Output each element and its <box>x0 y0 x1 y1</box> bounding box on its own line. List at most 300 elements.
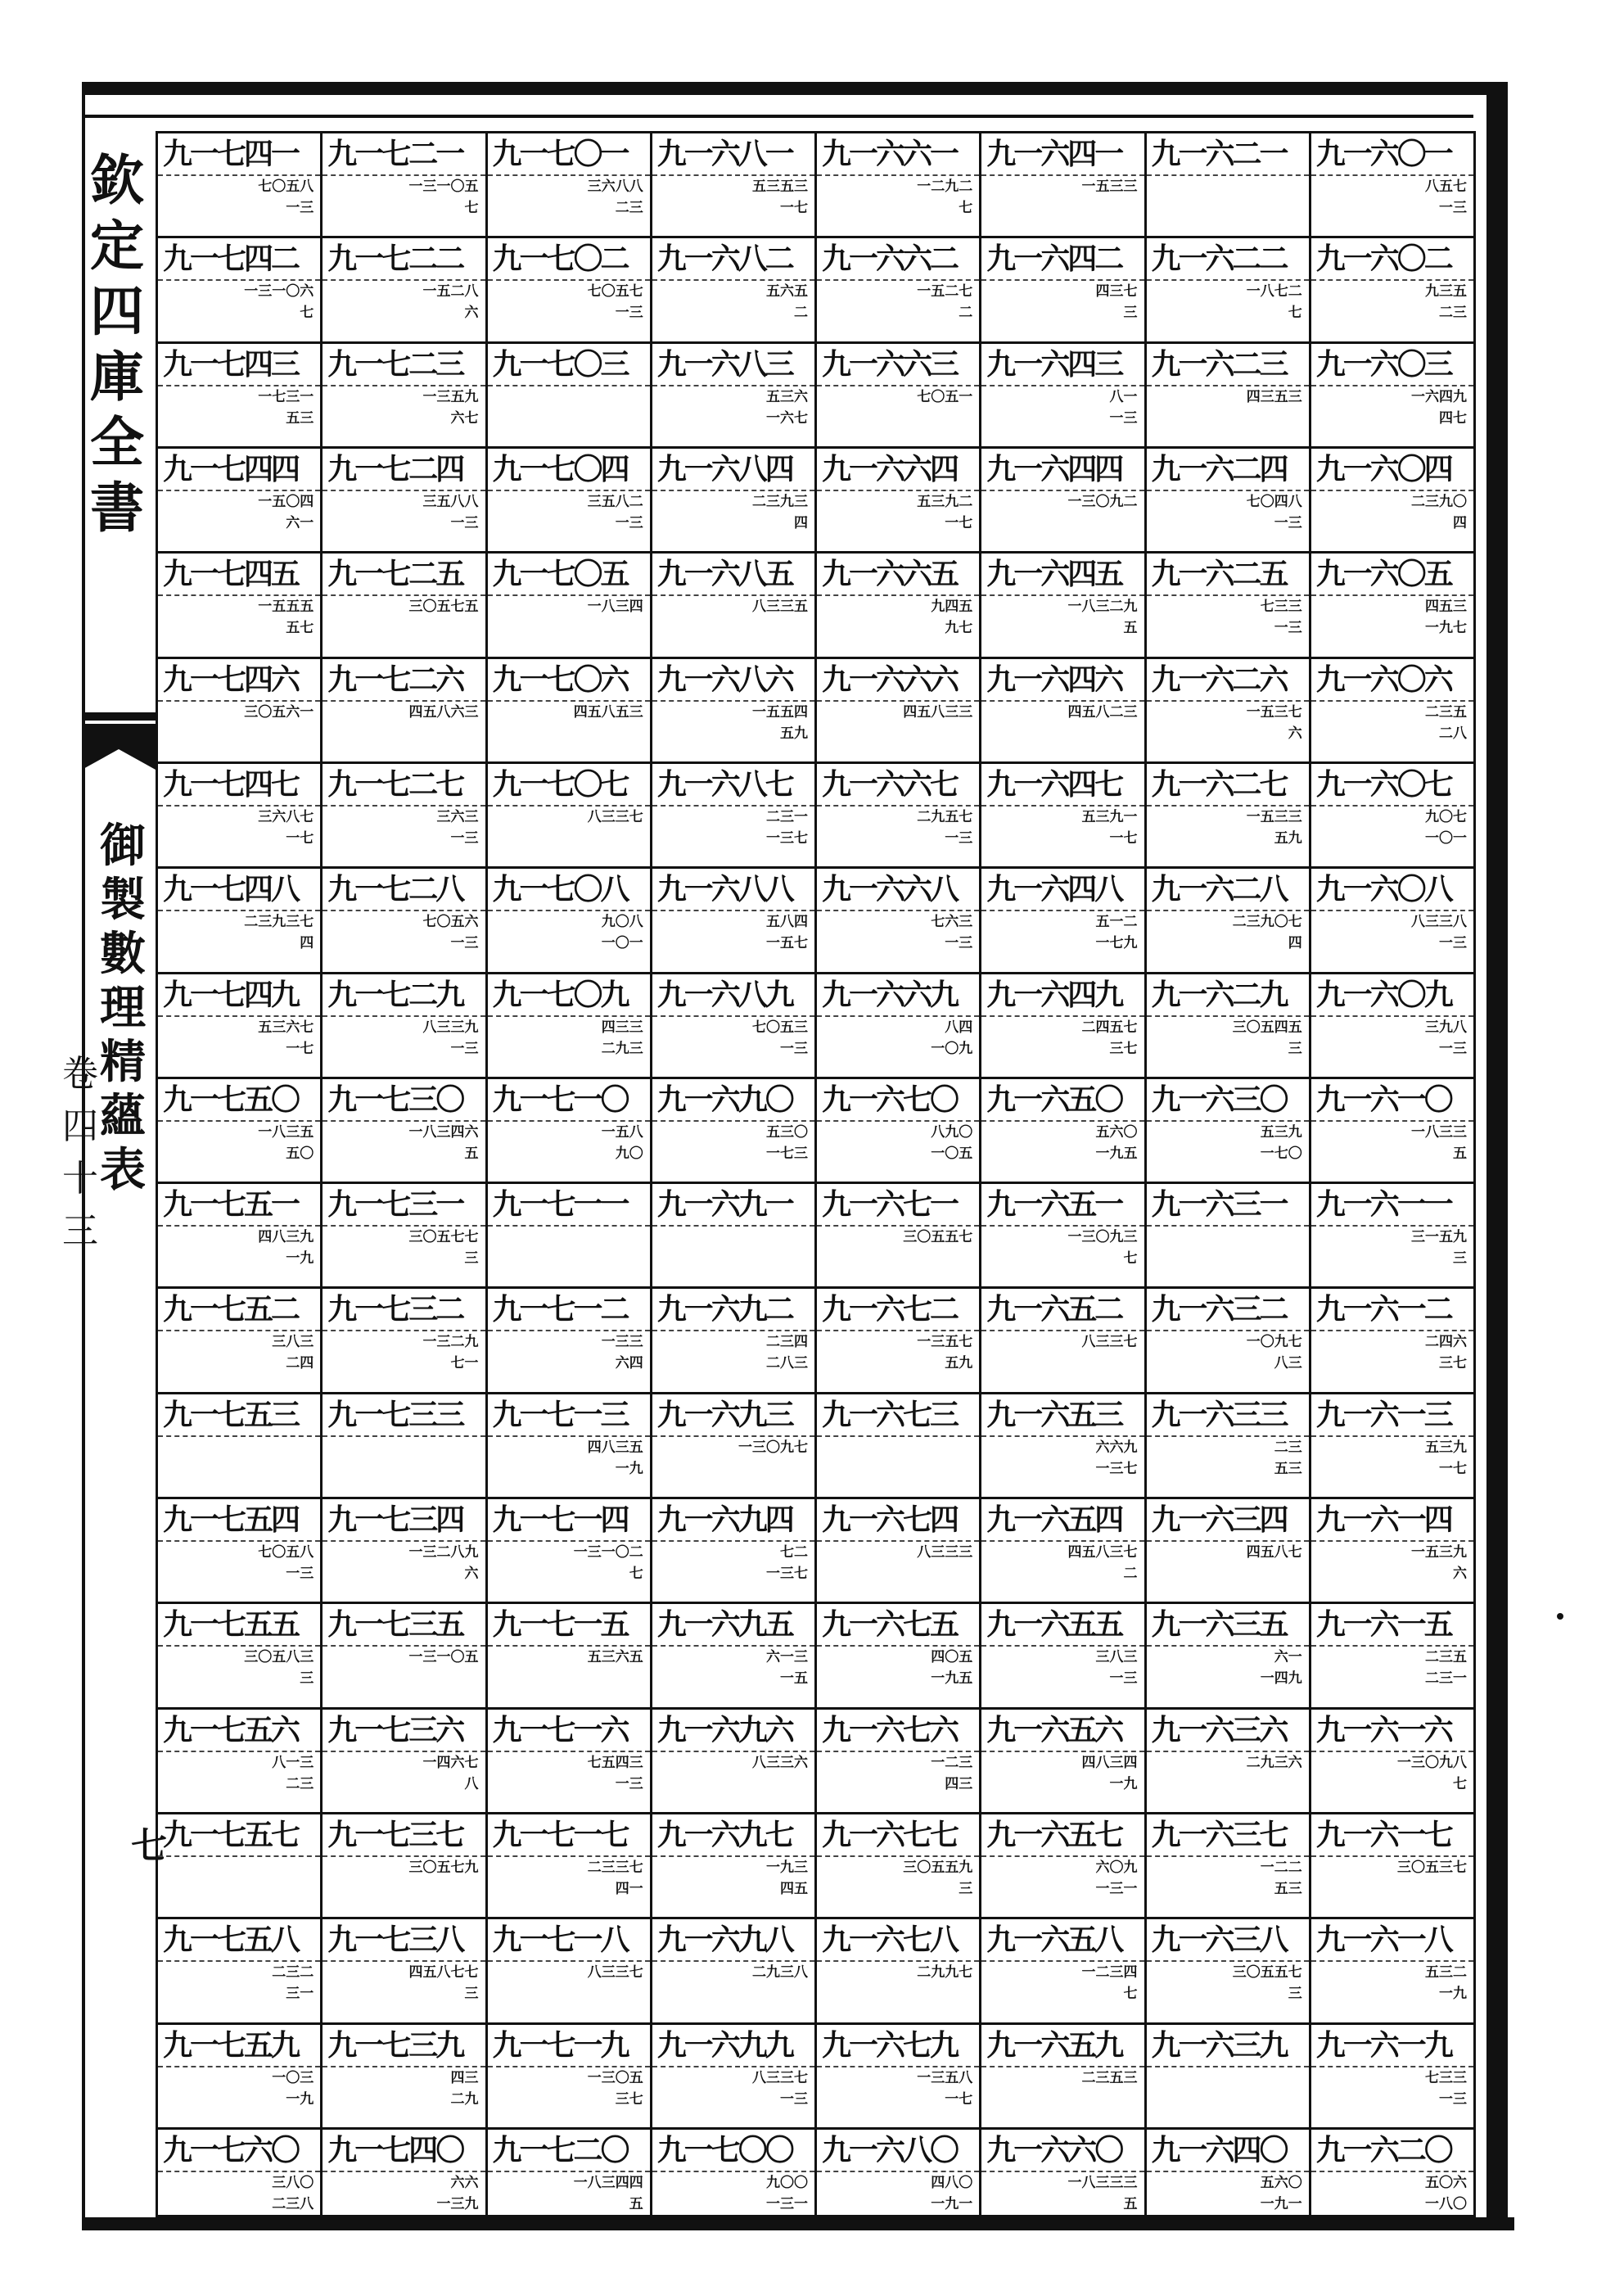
cell-number: 九一七一五 <box>488 1604 650 1647</box>
cell-factor: 四八三四 <box>1081 1754 1138 1771</box>
cell-factor: 一九七 <box>1425 620 1467 637</box>
cell-factor: 四 <box>1453 514 1467 531</box>
cell-factor: 七 <box>300 305 314 322</box>
cell-factor: 五三 <box>1274 1881 1302 1898</box>
cell-number: 九一七二六 <box>323 659 485 702</box>
cell-factor: 一二二 <box>1260 1859 1302 1877</box>
table-cell <box>981 2130 1146 2217</box>
cell-factor: 六六 <box>450 2175 479 2191</box>
cell-number: 九一七六〇 <box>158 2130 320 2172</box>
cell-factor: 七〇四八 <box>1246 493 1302 510</box>
table-cell <box>817 869 981 974</box>
table-cell <box>981 1499 1146 1604</box>
logarithm-table <box>156 131 1476 2217</box>
cell-number: 九一七〇四 <box>488 449 650 491</box>
cell-number: 九一六〇四 <box>1311 449 1473 491</box>
cell-number: 九一六五二 <box>981 1289 1144 1331</box>
table-cell <box>158 133 323 238</box>
cell-number: 九一六六六 <box>817 659 979 702</box>
cell-number: 九一六九六 <box>652 1710 814 1752</box>
cell-number: 九一七五〇 <box>158 1079 320 1122</box>
cell-factor: 三 <box>1288 1040 1302 1057</box>
table-cell <box>652 764 817 869</box>
table-cell <box>488 2130 652 2217</box>
cell-factor: 四三 <box>450 2069 479 2086</box>
cell-number: 九一七三二 <box>323 1289 485 1331</box>
cell-number: 九一六六五 <box>817 554 979 596</box>
table-cell <box>652 659 817 764</box>
cell-factor: 七 <box>959 200 973 216</box>
cell-factor: 一三 <box>1109 1670 1138 1688</box>
cell-factor: 一〇三 <box>272 2069 314 2086</box>
cell-factor: 一五三九 <box>1411 1544 1467 1561</box>
table-cell <box>981 869 1146 974</box>
table-cell <box>323 1499 487 1604</box>
cell-factor: 一三 <box>780 1040 808 1057</box>
cell-number: 九一六九四 <box>652 1499 814 1542</box>
cell-number: 九一七二〇 <box>488 2130 650 2172</box>
cell-number: 九一六九九 <box>652 2025 814 2067</box>
cell-factor: 八三三七 <box>752 2069 808 2086</box>
cell-factor: 一七 <box>286 829 314 847</box>
cell-factor: 八三三八 <box>1411 914 1467 931</box>
cell-factor: 五 <box>1453 1145 1467 1162</box>
cell-factor: 四五 <box>780 1881 808 1898</box>
cell-number: 九一六三六 <box>1147 1710 1309 1752</box>
cell-factor: 一〇一 <box>601 935 643 952</box>
cell-factor: 六 <box>1288 725 1302 742</box>
cell-factor: 五一二 <box>1095 914 1138 931</box>
cell-factor: 一八三三三 <box>1067 2175 1138 2191</box>
frame-bottom-rule <box>82 2217 1514 2230</box>
table-cell <box>1311 238 1476 343</box>
cell-factor: 一七 <box>286 1040 314 1057</box>
table-cell <box>488 869 652 974</box>
cell-factor: 五三九二 <box>917 493 973 510</box>
cell-number: 九一七二八 <box>323 869 485 911</box>
cell-number: 九一七三七 <box>323 1814 485 1857</box>
table-cell <box>1147 554 1311 658</box>
cell-factor: 三七 <box>1109 1040 1138 1057</box>
cell-number: 九一七五五 <box>158 1604 320 1647</box>
table-cell <box>981 344 1146 449</box>
cell-factor: 一七九 <box>1095 935 1138 952</box>
cell-factor: 八三 <box>1274 1355 1302 1372</box>
cell-factor: 二三一 <box>1425 1670 1467 1688</box>
cell-number: 九一六八八 <box>652 869 814 911</box>
cell-factor: 三〇五五九 <box>903 1859 973 1877</box>
cell-factor: 一三 <box>945 829 973 847</box>
cell-number: 九一六四三 <box>981 344 1144 386</box>
cell-factor: 一三 <box>450 514 479 531</box>
table-cell <box>158 344 323 449</box>
table-cell <box>323 2025 487 2130</box>
cell-factor: 二 <box>794 305 808 322</box>
table-cell <box>1147 344 1311 449</box>
vertical-glyph: 十 <box>62 1158 98 1200</box>
cell-factor: 六 <box>1453 1566 1467 1583</box>
cell-number: 九一六八七 <box>652 764 814 807</box>
cell-number: 九一六二二 <box>1147 238 1309 281</box>
table-cell <box>488 1499 652 1604</box>
cell-number: 九一六八一 <box>652 133 814 176</box>
cell-number: 九一六八三 <box>652 344 814 386</box>
cell-factor: 四五八五三 <box>573 703 643 721</box>
cell-factor: 九〇七 <box>1425 808 1467 825</box>
cell-factor: 七〇五一 <box>917 388 973 405</box>
cell-factor: 二九五七 <box>917 808 973 825</box>
table-cell <box>1147 449 1311 554</box>
table-cell <box>488 238 652 343</box>
frame-top-rule <box>82 82 1508 95</box>
table-cell <box>323 1394 487 1499</box>
table-cell <box>158 2130 323 2217</box>
cell-number: 九一六三三 <box>1147 1394 1309 1437</box>
cell-number: 九一六二七 <box>1147 764 1309 807</box>
cell-factor: 一三七 <box>1095 1460 1138 1477</box>
cell-number: 九一七二五 <box>323 554 485 596</box>
cell-factor: 一三〇九三 <box>1067 1229 1138 1246</box>
cell-factor: 八一 <box>1109 388 1138 405</box>
cell-factor: 一三 <box>286 1566 314 1583</box>
cell-number: 九一七二四 <box>323 449 485 491</box>
table-cell <box>981 659 1146 764</box>
table-cell <box>323 764 487 869</box>
table-cell <box>1147 974 1311 1079</box>
table-cell <box>1147 1394 1311 1499</box>
cell-factor: 二三八 <box>272 2196 314 2212</box>
table-cell <box>1311 1289 1476 1394</box>
cell-number: 九一六五一 <box>981 1184 1144 1227</box>
table-cell <box>323 2130 487 2217</box>
table-cell <box>817 1394 981 1499</box>
cell-factor: 一八三四四 <box>573 2175 643 2191</box>
cell-factor: 二九三六 <box>1246 1754 1302 1771</box>
cell-factor: 二三九〇 <box>1411 493 1467 510</box>
cell-factor: 五三九一 <box>1081 808 1138 825</box>
cell-factor: 三〇五七五 <box>408 599 479 616</box>
cell-factor: 一七 <box>1439 1460 1467 1477</box>
cell-number: 九一六九八 <box>652 1919 814 1962</box>
table-cell <box>158 1184 323 1289</box>
table-cell <box>158 1604 323 1709</box>
cell-number: 九一六八六 <box>652 659 814 702</box>
cell-factor: 三八〇 <box>272 2175 314 2191</box>
cell-number: 九一六六一 <box>817 133 979 176</box>
vertical-glyph: 四 <box>62 1105 98 1147</box>
cell-factor: 一三 <box>780 2090 808 2108</box>
cell-factor: 二四六 <box>1425 1334 1467 1351</box>
cell-number: 九一六〇三 <box>1311 344 1473 386</box>
table-cell <box>981 1919 1146 2024</box>
cell-number: 九一六〇六 <box>1311 659 1473 702</box>
cell-number: 九一六九一 <box>652 1184 814 1227</box>
cell-factor: 一三七 <box>766 1566 808 1583</box>
cell-factor: 九四五 <box>931 599 973 616</box>
cell-factor: 一七 <box>780 200 808 216</box>
table-cell <box>488 659 652 764</box>
cell-factor: 四三五三 <box>1246 388 1302 405</box>
cell-factor: 一三一 <box>1095 1881 1138 1898</box>
cell-factor: 一三五九 <box>422 388 479 405</box>
cell-factor: 一八三三 <box>1411 1123 1467 1141</box>
table-cell <box>323 1604 487 1709</box>
cell-number: 九一七二七 <box>323 764 485 807</box>
cell-factor: 四 <box>1288 935 1302 952</box>
cell-factor: 四五三 <box>1425 599 1467 616</box>
cell-factor: 四八三五 <box>587 1439 643 1456</box>
cell-number: 九一六五六 <box>981 1710 1144 1752</box>
cell-factor: 五三二 <box>1425 1964 1467 1981</box>
cell-number: 九一六五四 <box>981 1499 1144 1542</box>
cell-number: 九一六二八 <box>1147 869 1309 911</box>
table-cell <box>652 1289 817 1394</box>
cell-number: 九一六三〇 <box>1147 1079 1309 1122</box>
cell-factor: 五三 <box>1274 1460 1302 1477</box>
table-cell <box>488 974 652 1079</box>
table-cell <box>817 344 981 449</box>
cell-factor: 一八七二 <box>1246 283 1302 300</box>
cell-number: 九一六七〇 <box>817 1079 979 1122</box>
table-cell <box>158 554 323 658</box>
cell-number: 九一七一九 <box>488 2025 650 2067</box>
cell-number: 九一六三二 <box>1147 1289 1309 1331</box>
cell-number: 九一六一一 <box>1311 1184 1473 1227</box>
cell-factor: 六六九 <box>1095 1439 1138 1456</box>
cell-factor: 五三〇 <box>766 1123 808 1141</box>
table-cell <box>488 1394 652 1499</box>
cell-factor: 二三 <box>286 1775 314 1792</box>
table-cell <box>652 2130 817 2217</box>
cell-number: 九一六四二 <box>981 238 1144 281</box>
cell-number: 九一七二二 <box>323 238 485 281</box>
cell-number: 九一七四七 <box>158 764 320 807</box>
cell-factor: 二三 <box>1439 305 1467 322</box>
cell-factor: 六七 <box>450 409 479 427</box>
cell-factor: 八三三九 <box>422 1019 479 1036</box>
cell-number: 九一六一八 <box>1311 1919 1473 1962</box>
cell-factor: 一五八 <box>601 1123 643 1141</box>
table-cell <box>652 1079 817 1184</box>
cell-factor: 四五八七七 <box>408 1964 479 1981</box>
cell-number: 九一七〇五 <box>488 554 650 596</box>
cell-factor: 二 <box>1123 1566 1138 1583</box>
cell-number: 九一六四七 <box>981 764 1144 807</box>
cell-factor: 七一 <box>450 1355 479 1372</box>
cell-factor: 一七〇 <box>1260 1145 1302 1162</box>
table-cell <box>1311 2025 1476 2130</box>
cell-factor: 四八〇 <box>931 2175 973 2191</box>
cell-factor: 三〇五六一 <box>244 703 314 721</box>
cell-number: 九一六〇七 <box>1311 764 1473 807</box>
cell-factor: 一五五四 <box>752 703 808 721</box>
cell-factor: 二三三七 <box>587 1859 643 1877</box>
cell-factor: 一二三 <box>931 1754 973 1771</box>
cell-number: 九一七〇八 <box>488 869 650 911</box>
ink-dot <box>1557 1613 1563 1620</box>
cell-factor: 二九 <box>450 2090 479 2108</box>
table-cell <box>981 1289 1146 1394</box>
cell-factor: 五三九 <box>1425 1439 1467 1456</box>
table-cell <box>1147 869 1311 974</box>
cell-factor: 三五八二 <box>587 493 643 510</box>
cell-factor: 一五三七 <box>1246 703 1302 721</box>
cell-number: 九一七一八 <box>488 1919 650 1962</box>
cell-factor: 四〇五 <box>931 1649 973 1666</box>
cell-factor: 二三九〇七 <box>1232 914 1302 931</box>
cell-factor: 三 <box>959 1881 973 1898</box>
table-cell <box>981 1814 1146 1919</box>
cell-factor: 一二三四 <box>1081 1964 1138 1981</box>
cell-number: 九一六七五 <box>817 1604 979 1647</box>
cell-factor: 四 <box>794 514 808 531</box>
table-cell <box>488 554 652 658</box>
cell-factor: 四五八三三 <box>903 703 973 721</box>
cell-factor: 一九 <box>286 2090 314 2108</box>
vertical-glyph: 蘊 <box>100 1089 146 1143</box>
cell-factor: 五八四 <box>766 914 808 931</box>
table-cell <box>323 659 487 764</box>
cell-number: 九一六六二 <box>817 238 979 281</box>
cell-number: 九一六六七 <box>817 764 979 807</box>
cell-factor: 一三 <box>450 1040 479 1057</box>
cell-factor: 五三六五 <box>587 1649 643 1666</box>
cell-number: 九一六九五 <box>652 1604 814 1647</box>
cell-factor: 七〇五三 <box>752 1019 808 1036</box>
cell-number: 九一七四九 <box>158 974 320 1017</box>
cell-factor: 一三一〇五 <box>408 178 479 195</box>
cell-factor: 一八三二九 <box>1067 599 1138 616</box>
cell-factor: 八三三七 <box>1081 1334 1138 1351</box>
table-cell <box>652 1184 817 1289</box>
cell-factor: 一九 <box>1439 1986 1467 2003</box>
cell-number: 九一七五六 <box>158 1710 320 1752</box>
table-cell <box>1311 1184 1476 1289</box>
cell-factor: 六一三 <box>766 1649 808 1666</box>
cell-number: 九一六三八 <box>1147 1919 1309 1962</box>
table-cell <box>1311 764 1476 869</box>
cell-number: 九一六七七 <box>817 1814 979 1857</box>
table-cell <box>1311 133 1476 238</box>
cell-factor: 八三三七 <box>587 1964 643 1981</box>
table-cell <box>981 449 1146 554</box>
vertical-glyph: 卷 <box>62 1053 98 1095</box>
cell-factor: 三一五九 <box>1411 1229 1467 1246</box>
cell-factor: 一五二八 <box>422 283 479 300</box>
cell-number: 九一七五四 <box>158 1499 320 1542</box>
table-cell <box>488 1289 652 1394</box>
table-cell <box>652 554 817 658</box>
cell-factor: 一五三三 <box>1081 178 1138 195</box>
table-cell <box>323 344 487 449</box>
cell-factor: 二 <box>959 305 973 322</box>
cell-factor: 二九九七 <box>917 1964 973 1981</box>
cell-factor: 四三 <box>945 1775 973 1792</box>
vertical-glyph: 表 <box>100 1143 146 1197</box>
table-cell <box>158 1499 323 1604</box>
cell-factor: 一九 <box>286 1250 314 1268</box>
cell-factor: 三八三 <box>1095 1649 1138 1666</box>
cell-factor: 五 <box>1123 2196 1138 2212</box>
cell-factor: 五六五 <box>766 283 808 300</box>
cell-factor: 一七三 <box>766 1145 808 1162</box>
table-cell <box>488 1814 652 1919</box>
cell-factor: 五九 <box>945 1355 973 1372</box>
cell-number: 九一六二三 <box>1147 344 1309 386</box>
cell-number: 九一六五九 <box>981 2025 1144 2067</box>
table-cell <box>652 1499 817 1604</box>
cell-number: 九一六〇五 <box>1311 554 1473 596</box>
cell-factor: 一九五 <box>931 1670 973 1688</box>
cell-factor: 一三〇九七 <box>738 1439 808 1456</box>
table-cell <box>817 554 981 658</box>
table-cell <box>158 1079 323 1184</box>
table-cell <box>158 238 323 343</box>
cell-factor: 一九一 <box>931 2196 973 2212</box>
table-cell <box>652 869 817 974</box>
table-cell <box>158 659 323 764</box>
cell-number: 九一七四八 <box>158 869 320 911</box>
cell-factor: 三六八八 <box>587 178 643 195</box>
cell-factor: 二三四 <box>766 1334 808 1351</box>
cell-number: 九一七一四 <box>488 1499 650 1542</box>
cell-number: 九一七三八 <box>323 1919 485 1962</box>
cell-factor: 三〇五五七 <box>903 1229 973 1246</box>
cell-factor: 三九八 <box>1425 1019 1467 1036</box>
cell-number: 九一六七二 <box>817 1289 979 1331</box>
cell-number: 九一六四〇 <box>1147 2130 1309 2172</box>
cell-factor: 一九三 <box>766 1859 808 1877</box>
cell-factor: 五 <box>464 1145 479 1162</box>
vertical-glyph: 精 <box>100 1035 146 1089</box>
cell-number: 九一六一二 <box>1311 1289 1473 1331</box>
table-cell <box>1311 1919 1476 2024</box>
table-cell <box>488 344 652 449</box>
book-title <box>88 147 146 540</box>
table-cell <box>652 1604 817 1709</box>
table-cell <box>652 133 817 238</box>
table-cell <box>1147 1289 1311 1394</box>
cell-number: 九一七〇九 <box>488 974 650 1017</box>
volume-label <box>64 1048 97 1258</box>
cell-factor: 一〇九七 <box>1246 1334 1302 1351</box>
cell-factor: 一三 <box>1439 2090 1467 2108</box>
cell-factor: 六〇九 <box>1095 1859 1138 1877</box>
table-cell <box>817 1919 981 2024</box>
cell-factor: 一五〇四 <box>258 493 314 510</box>
fishtail-ornament-icon <box>82 712 156 786</box>
cell-number: 九一六九二 <box>652 1289 814 1331</box>
cell-factor: 一三〇九二 <box>1067 493 1138 510</box>
cell-factor: 一三 <box>615 514 643 531</box>
cell-factor: 四五八二三 <box>1067 703 1138 721</box>
cell-number: 九一六七三 <box>817 1394 979 1437</box>
cell-factor: 一三二八九 <box>408 1544 479 1561</box>
cell-number: 九一六四五 <box>981 554 1144 596</box>
table-cell <box>817 1710 981 1814</box>
cell-factor: 七 <box>1123 1250 1138 1268</box>
table-cell <box>652 1394 817 1499</box>
cell-number: 九一六三四 <box>1147 1499 1309 1542</box>
vertical-glyph: 庫 <box>90 345 144 409</box>
cell-number: 九一六三一 <box>1147 1184 1309 1227</box>
cell-factor: 一三 <box>1274 514 1302 531</box>
cell-factor: 一三五八 <box>917 2069 973 2086</box>
cell-number: 九一六一六 <box>1311 1710 1473 1752</box>
table-subtitle <box>93 819 152 1197</box>
table-cell <box>981 238 1146 343</box>
cell-factor: 三六八七 <box>258 808 314 825</box>
